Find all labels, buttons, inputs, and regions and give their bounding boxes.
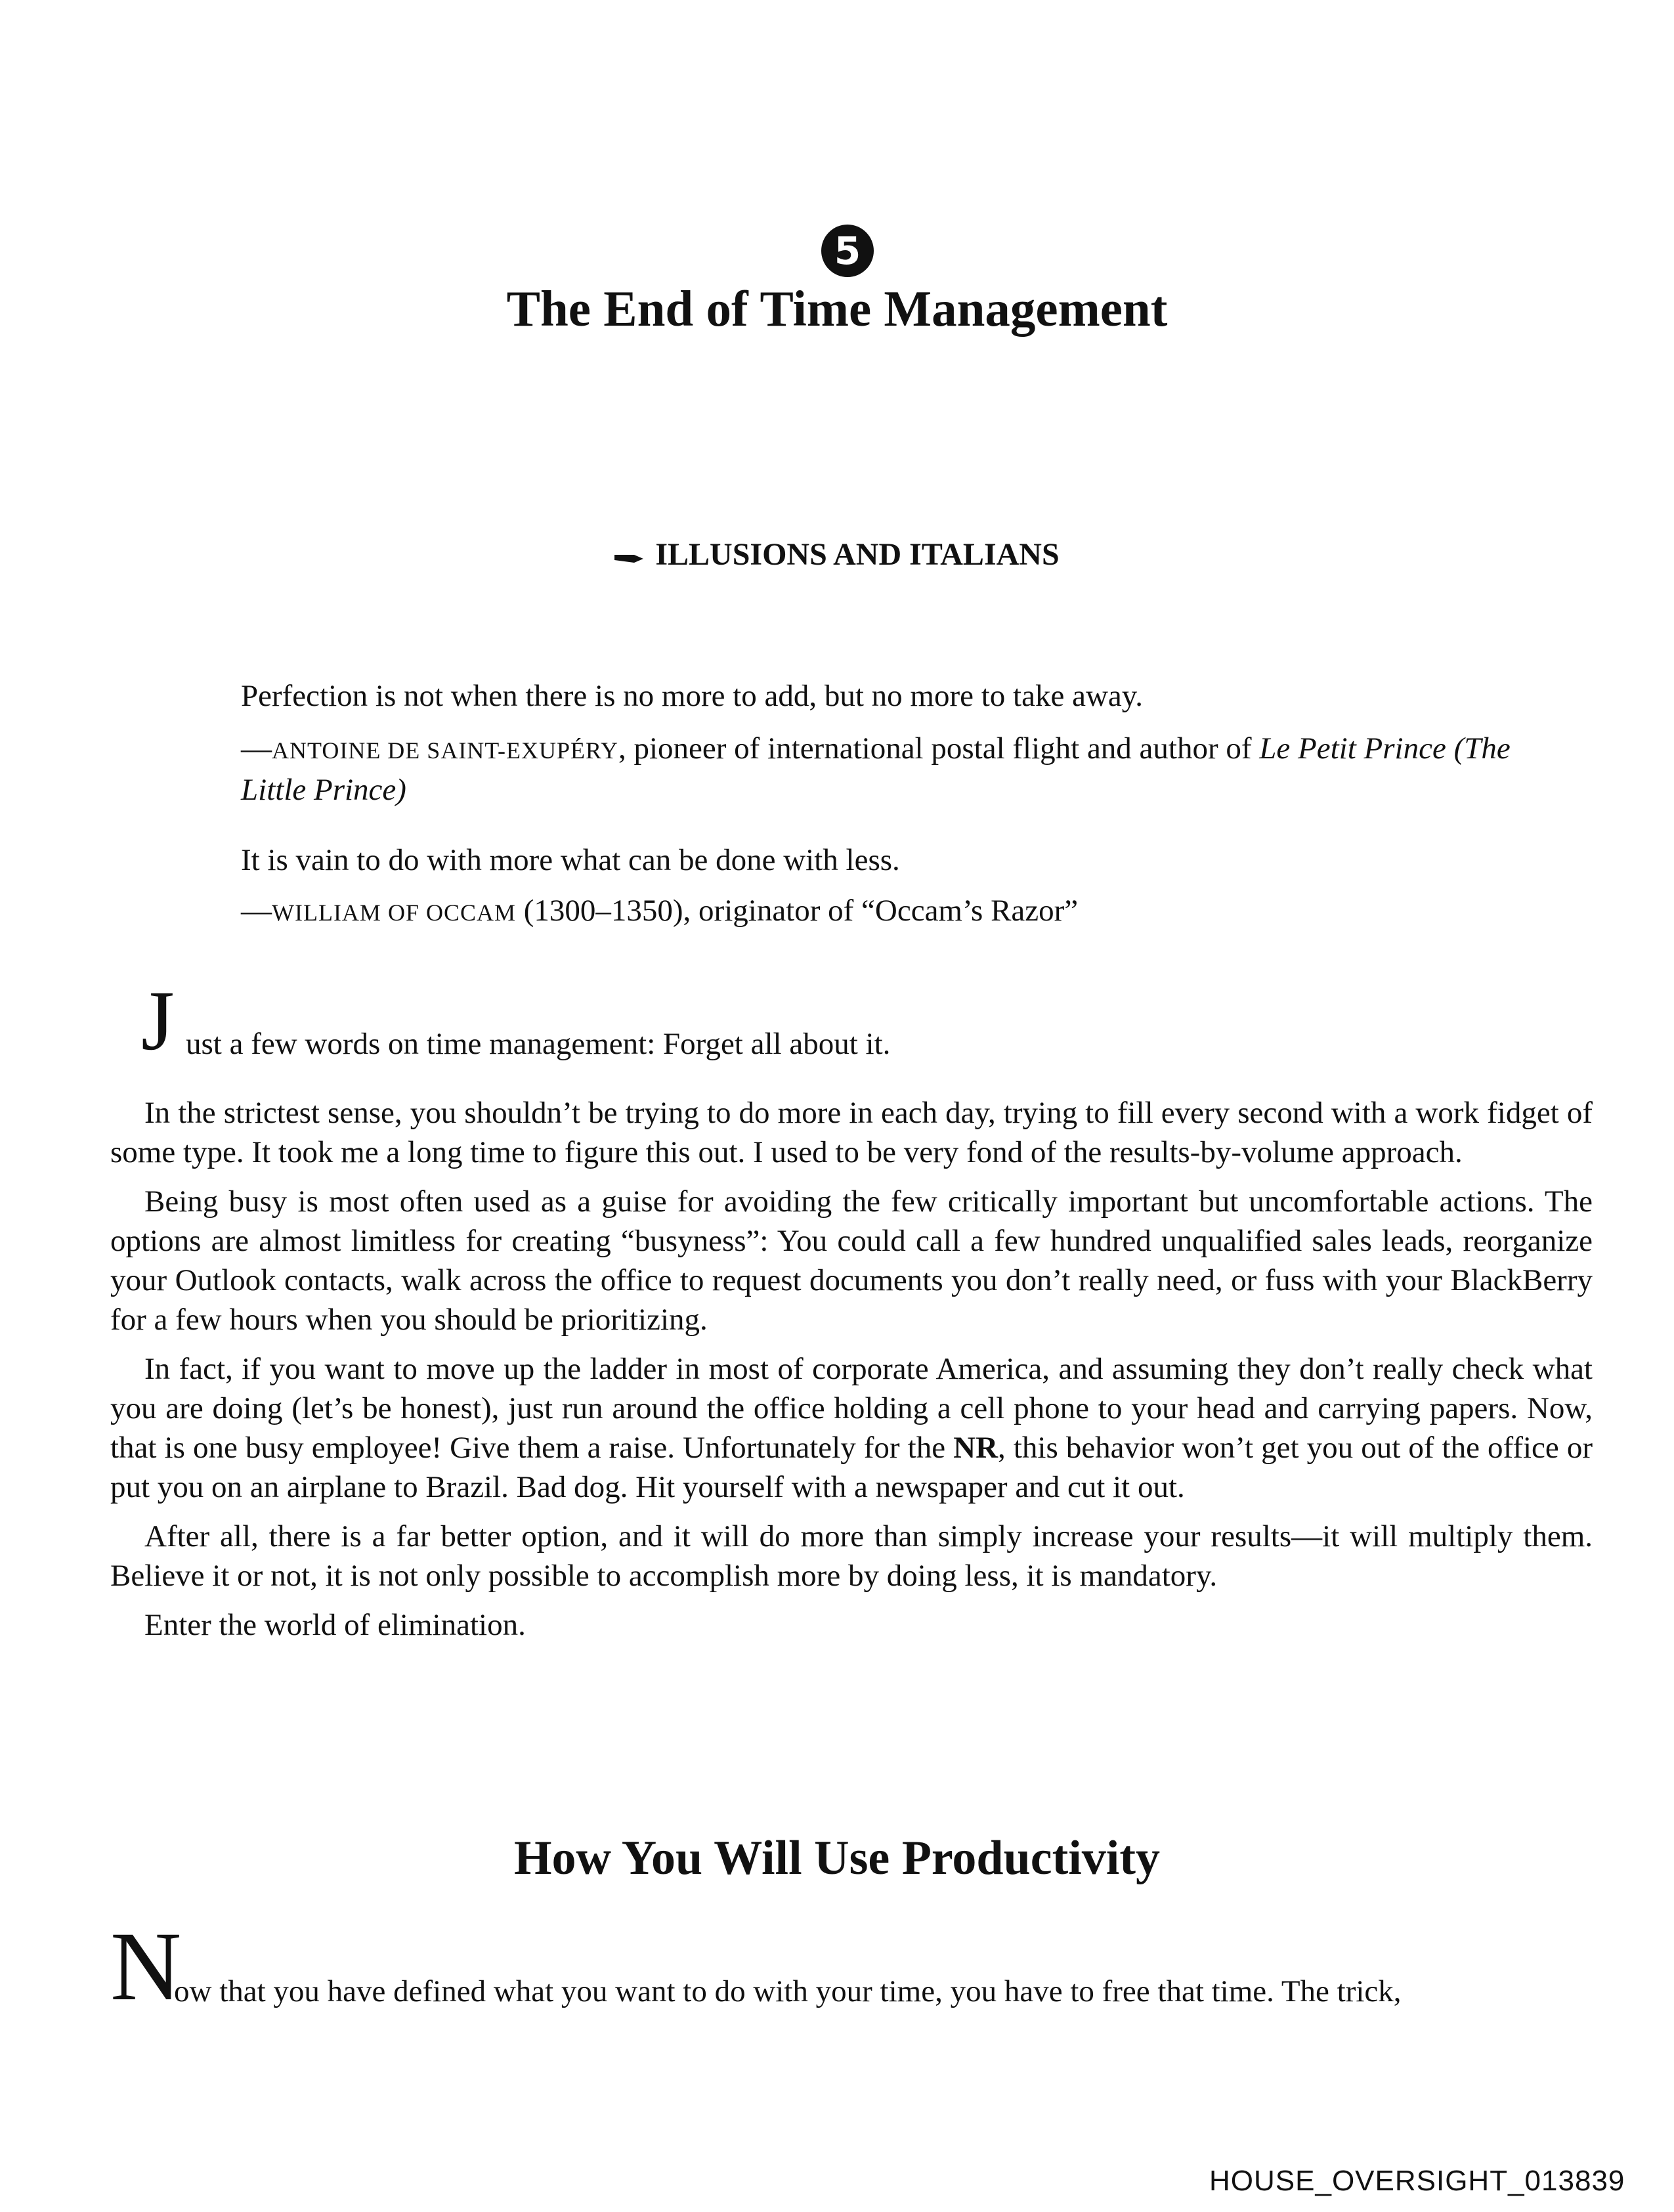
dropcap-n: N [110,1912,182,2021]
epigraph-2-quote: It is vain to do with more what can be done with less. [241,843,900,877]
section-heading [0,532,1674,578]
paragraph-3-part-1: In fact, if you want to move up the ladder in most of corporate America, and assuming they don’t really check what you are doing (let’s be honest), just run around the office holding a cell phone to your head and carrying papers. Now, that is one busy employee! Give them a raise. Unfortunately for the [110,1352,1593,1465]
section-heading-text: ILLUSIONS AND ITALIANS [655,537,1060,572]
paragraph-1: In the strictest sense, you shouldn’t be trying to do more in each day, trying to fill every second with a work fidget of some type. It took me a long time to figure this out. I used to be very fond of the results-by-volume approach. [110,1096,1593,1169]
epigraph-1-attribution-text: , pioneer of international postal flight and author of [618,731,1260,766]
closing-sentence: ow that you have defined what you want to do with your time, you have to free that time. The trick, [174,1974,1402,2008]
chapter-title: The End of Time Management [506,280,1168,337]
intro-sentence: ust a few words on time management: Forget all about it. [186,1027,891,1061]
epigraph-1-quote: Perfection is not when there is no more to add, but no more to take away. [241,679,1143,713]
body-text [110,1093,1593,1655]
subheading: How You Will Use Productivity [513,1831,1160,1885]
arrow-icon [614,551,643,564]
paragraph-4: After all, there is a far better option, and it will do more than simply increase your results—it will multiply them. Believe it or not, it is not only possible to accomplish more by doing less, it is mandatory. [110,1519,1593,1593]
chapter-number-badge: 5 [821,225,874,277]
paragraph-2: Being busy is most often used as a guise for avoiding the few critically important but uncomfortable actions. The options are almost limitless for creating “busyness”: You could call a few hundred unqualified sales leads, reorganize your Outlook contacts, walk across the office to request documents you don’t really need, or fuss with your BlackBerry for a few hours when you should be prioritizing. [110,1184,1593,1337]
paragraph-5: Enter the world of elimination. [144,1608,526,1642]
epigraph-1-attribution: —ANTOINE DE SAINT-EXUPÉRY, pioneer of international postal flight and author of Le Petit Prince (The Little Prince) [241,731,1511,807]
epigraph-2-attribution-text: (1300–1350), originator of “Occam’s Razor” [516,894,1079,928]
epigraph-1-author: ANTOINE DE SAINT-EXUPÉRY [272,737,618,764]
epigraph-1-work: Le Petit Prince (The Little Prince) [241,731,1511,807]
footer-document-id: HOUSE_OVERSIGHT_013839 [1209,2165,1625,2197]
epigraph-2-attribution: —WILLIAM OF OCCAM (1300–1350), originator of “Occam’s Razor” [241,894,1079,928]
epigraph-2-author: WILLIAM OF OCCAM [272,900,516,926]
dropcap-j: J [141,974,175,1068]
nr-abbreviation: NR [953,1431,998,1465]
paragraph-3 [110,1349,1593,1507]
paragraph-3-part-2: , this behavior won’t get you out of the office or put you on an airplane to Brazil. Bad dog. Hit yourself with a newspaper and cut it out. [110,1431,1593,1504]
